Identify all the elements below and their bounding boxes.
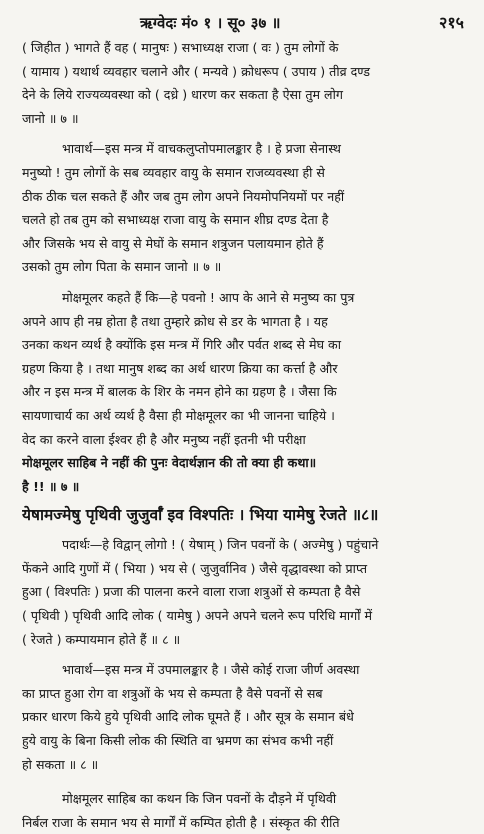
document-page — [22, 10, 468, 830]
text-line: है !! ॥ ७ ॥ — [22, 478, 80, 494]
text-line: ( पृथिवी ) पृथिवी आदि लोक ( यामेषु ) अपने अपने चलने रूप परिधि मार्गों में — [22, 608, 373, 624]
text-line: हो सकता ॥ ८ ॥ — [22, 756, 99, 772]
text-line: देने के लिये राज्यव्यवस्था को ( दध्रे ) धारण कर सकता है ऐसा तुम लोग — [22, 87, 343, 103]
text-line: पदार्थः—हे विद्वान् लोगो ! ( येषाम् ) जिन पवनों के ( अज्मेषु ) पहुंचाने — [62, 537, 379, 553]
running-title: ऋग्वेदः मं० १ । सू० ३७ ॥ — [140, 14, 281, 32]
text-line: ग्रहण किया है । तथा मानुष शब्द का अर्थ धारण क्रिया का कर्त्ता है और — [22, 360, 338, 376]
text-line: उसको तुम लोग पिता के समान जानो ॥ ७ ॥ — [22, 259, 222, 275]
text-line: ( जिहीत ) भागते हैं वह ( मानुषः ) सभाध्यक्ष राजा ( वः ) तुम लोगों के — [22, 40, 339, 55]
page-header — [22, 10, 468, 36]
text-line: अपने आप ही नम्र होता है तथा तुम्हारे क्रोध से डर के भागता है । यह — [22, 313, 328, 329]
text-line: का प्राप्त हुआ रोग वा शत्रुओं के भय से कम्पता है वैसे पवनों से सब — [22, 685, 323, 701]
paragraph-max-muller-8 — [22, 787, 468, 834]
text-line: हुये वायु के बिना किसी लोक की स्थिति वा भ्रमण का संभव कभी नहीं — [22, 733, 334, 749]
text-line: और जिसके भय से वायु से मेघों के समान शत्रुजन पलायमान होते हैं — [22, 235, 324, 251]
text-line: मनुष्यो ! तुम लोगों के सब व्यवहार वायु के समान राजव्यवस्था ही से — [22, 164, 325, 180]
text-line: और न इस मन्त्र में बालक के शिर के नमन होने का ग्रहण है । जैसा कि — [22, 384, 337, 400]
text-line: भावार्थ—इस मन्त्र में उपमालङ्कार है । जैसे कोई राजा जीर्ण अवस्था — [62, 662, 360, 678]
text-line: जानो ॥ ७ ॥ — [22, 110, 79, 126]
text-line: हुआ ( विश्पतिः ) प्रजा की पालना करने वाला राजा शत्रुओं से कम्पता है वैसे — [22, 584, 361, 600]
paragraph-bhavarth-7 — [22, 137, 468, 279]
paragraph-word-meaning-continued — [22, 36, 468, 130]
paragraph-padarth-8 — [22, 533, 468, 651]
text-line: सायणाचार्य का अर्थ व्यर्थ है वैसा ही मोक्षमूलर का भी जानना चाहिये । — [22, 407, 335, 423]
text-line: मोक्षमूलर साहिब का कथन कि जिन पवनों के दौड़ने में पृथिवी — [62, 791, 337, 807]
text-line: वेद का करने वाला ईश्वर ही है और मनुष्य नहीं इतनी भी परीक्षा — [22, 431, 306, 447]
text-line: चलते हो तब तुम को सभाध्यक्ष राजा वायु के समान शीघ्र दण्ड देता है — [22, 212, 329, 228]
text-line: निर्बल राजा के समान भय से मार्गों में कम्पित होती है । संस्कृत की रीति — [22, 814, 340, 830]
text-line: फेंकने आदि गुणों में ( भिया ) भय से ( जुजुर्वानिव ) जैसे वृद्धावस्था को प्राप्त — [22, 560, 368, 576]
text-line: भावार्थ—इस मन्त्र में वाचकलुप्तोपमालङ्कार है । हे प्रजा सेनास्थ — [62, 141, 341, 157]
text-line: उनका कथन व्यर्थ है क्योंकि इस मन्त्र में गिरि और पर्वत शब्द से मेघ का — [22, 337, 341, 353]
mantra-verse-8: येषामज्मेषु पृथिवी जुजुर्वाँ इव विश्पतिः । भिया यामेषु रेजते ॥८॥ — [22, 506, 379, 525]
paragraph-max-muller-7 — [22, 286, 468, 498]
page-number: २१५ — [439, 13, 464, 32]
text-line: मोक्षमूलर कहते हैं कि—हे पवनो ! आप के आने से मनुष्य का पुत्र — [62, 289, 355, 305]
text-line: ठीक ठीक चल सकते हैं और जब तुम लोग अपने नियमोपनियमों पर नहीं — [22, 188, 345, 204]
paragraph-bhavarth-8 — [22, 658, 468, 776]
text-line: ( रेजते ) कम्पायमान होते हैं ॥ ८ ॥ — [22, 631, 181, 647]
text-line: मोक्षमूलर साहिब ने नहीं की पुनः वेदार्थज्ञान की तो क्या ही कथा॥ — [22, 455, 317, 471]
text-line: ( यामाय ) यथार्थ व्यवहार चलाने और ( मन्यवे ) क्रोधरूप ( उपाय ) तीव्र दण्ड — [22, 63, 371, 79]
text-line: प्रकार धारण किये हुये पृथिवी आदि लोक घूमते हैं । और सूत्र के समान बंधे — [22, 709, 354, 725]
